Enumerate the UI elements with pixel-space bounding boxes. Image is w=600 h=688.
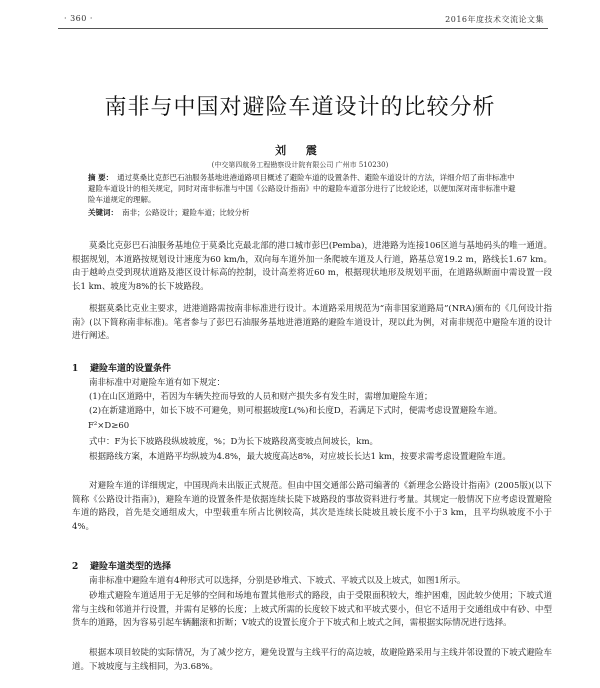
paragraph: 对避险车道的详细规定，中国现尚未出版正式规范。但由中国交通部公路司编著的《新理念公路设计指南》(2005版)(以下简称《公路设计指南》)，避险车道的设置条件是依据连续长陡下坡路段的事故资料进行考量。其规定一般情况下应考虑设置避险车道的路段，首先是交通组成大，中型载重车所占比例较高，其次是连续长陡坡且坡长度不小于3 km，且平均纵坡度不小于4%。 xyxy=(72,481,552,532)
affiliation: (中交第四航务工程勘察设计院有限公司 广州市 510230) xyxy=(211,161,389,169)
section-heading xyxy=(72,559,171,572)
paragraph: (1)在山区道路中，若因为车辆失控而导致的人员和财产损失多有发生时，需增加避险车道； xyxy=(89,392,433,402)
section-heading xyxy=(72,361,171,374)
journal-name: 2016年度技术交流论文集 xyxy=(445,15,544,24)
paragraph: 根据本项目较陡的实际情况，为了减少挖方，避免设置与主线平行的高边坡，故避险路采用与主线并邻设置的下坡式避险车道。下坡坡度与主线相同，为3.68%。 xyxy=(72,648,552,672)
paragraph: 根据莫桑比克业主要求，进港道路需按南非标准进行设计。本道路采用规范为“南非国家道路局”(NRA)颁布的《几何设计指南》(以下简称南非标准)。笔者参与了彭巴石油服务基地进港道路的避险车道设计，现以此为例，对南非规范中避险车道的设计进行阐述。 xyxy=(72,304,552,341)
section-title: 避险车道类型的选择 xyxy=(90,562,172,572)
paragraph: 南非标准中对避险车道有如下规定： xyxy=(89,378,226,388)
keywords xyxy=(88,207,520,218)
author: 刘 震 xyxy=(275,144,325,157)
paragraph: 南非标准中避险车道有4种形式可以选择，分别是砂堆式、下坡式、平坡式以及上坡式，如图1所示。 xyxy=(89,576,466,586)
paragraph: 式中：F为长下坡路段纵坡坡度，%；D为长下坡路段离变坡点间坡长，km。 xyxy=(89,437,379,447)
keywords-text: 南非；公路设计；避险车道；比较分析 xyxy=(122,208,250,217)
page-number: · 360 · xyxy=(64,14,93,23)
paragraph: 莫桑比克彭巴石油服务基地位于莫桑比克最北部的港口城市彭巴(Pemba)，进港路为连接106区道与基地码头的唯一通道。根据规划，本道路按规划设计速度为60 km/h，双向每车道外加一条爬坡车道及人行道，路基总宽19.2 m，路线长1.67 km。由于越岭点受到现状道路及港区设计标高的控制，设计高差将近60 m，根据现状地形及规划平面，在道路纵断面中需设置一段长1 km、坡度为8%的长下坡路段。 xyxy=(72,241,552,292)
formula: F²×D≥60 xyxy=(88,421,130,431)
section-number: 2 xyxy=(72,562,79,572)
keywords-label: 关键词： xyxy=(88,208,118,217)
paper-title: 南非与中国对避险车道设计的比较分析 xyxy=(104,95,496,120)
paragraph: (2)在新建道路中，如长下坡不可避免，则可根据坡度L(%)和长度D，若满足下式时，便需考虑设置避险车道。 xyxy=(89,406,503,416)
header-rule xyxy=(58,28,548,29)
abstract-text: 通过莫桑比克彭巴石油服务基地进港道路项目概述了避险车道的设置条件、避险车道设计的方法，详细介绍了南非标准中避险车道设计的相关规定，同时对南非标准与中国《公路设计指南》中的避险车道部分进行了比较论述，以便加深对南非标准中避险车道规定的理解。 xyxy=(88,173,516,204)
paragraph: 砂堆式避险车道适用于无足够的空间和场地布置其他形式的路段，由于受限面积较大，维护困难，因此较少使用；下坡式道常与主线和邻道并行设置，并需有足够的长度；上坡式所需的长度较下坡式和平坡式要小，但它不适用于交通组成中有砂、中型货车的道路，因为容易引起车辆翻滚和折断；V坡式的设置长度介于下坡式和上坡式之间，需根据实际情况进行选择。 xyxy=(72,591,552,628)
paragraph: 根据路线方案，本道路平均纵坡为4.8%，最大坡度高达8%，对应坡长长达1 km，按要求需考虑设置避险车道。 xyxy=(89,452,511,462)
abstract xyxy=(88,172,520,205)
section-number: 1 xyxy=(72,364,79,374)
abstract-label: 摘 要： xyxy=(88,173,114,182)
section-title: 避险车道的设置条件 xyxy=(90,364,172,374)
